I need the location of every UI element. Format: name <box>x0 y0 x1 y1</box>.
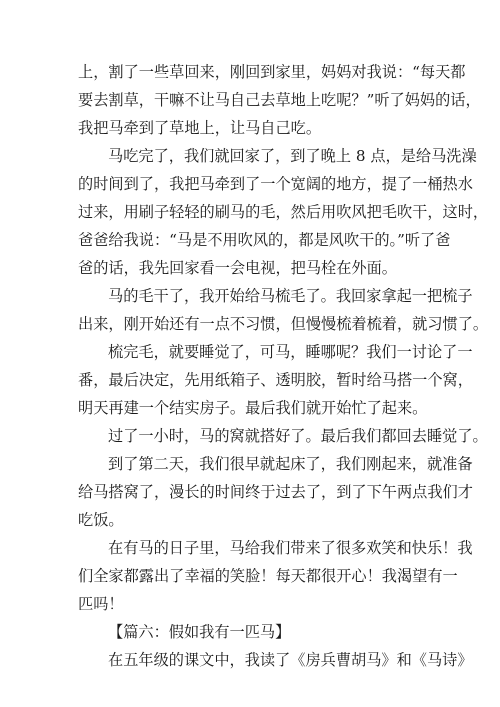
text-line-11: 梳完毛，就要睡觉了，可马，睡哪呢？我们一讨论了一 <box>108 343 473 361</box>
text-line-12: 番，最后决定，先用纸箱子、透明胶，暂时给马搭一个窝， <box>78 371 473 389</box>
text-line-5: 的时间到了，我把马牵到了一个宽阔的地方，提了一桶热水 <box>78 175 473 193</box>
text-line-15: 到了第二天，我们很早就起床了，我们刚起来，就准备 <box>108 455 473 473</box>
section-heading: 【篇六：假如我有一匹马】 <box>108 623 291 641</box>
text-line-1: 上，割了一些草回来，刚回到家里，妈妈对我说：“每天都 <box>78 63 466 81</box>
text-line-18: 在有马的日子里，马给我们带来了很多欢笑和快乐！我 <box>108 539 473 557</box>
text-line-17: 吃饭。 <box>78 511 124 529</box>
text-line-4: 马吃完了，我们就回家了，到了晚上 8 点，是给马洗澡 <box>108 147 477 165</box>
text-line-6: 过来，用刷子轻轻的刷马的毛，然后用吹风把毛吹干，这时， <box>78 203 489 221</box>
text-line-3: 我把马牵到了草地上，让马自己吃。 <box>78 119 321 137</box>
text-line-8: 爸的话，我先回家看一会电视，把马栓在外面。 <box>78 259 397 277</box>
text-line-9: 马的毛干了，我开始给马梳毛了。我回家拿起一把梳子 <box>108 287 473 305</box>
text-line-13: 明天再建一个结实房子。最后我们就开始忙了起来。 <box>78 399 428 417</box>
text-line-22: 在五年级的课文中，我读了《房兵曹胡马》和《马诗》 <box>108 651 473 669</box>
document-page <box>78 58 489 674</box>
text-line-14: 过了一小时，马的窝就搭好了。最后我们都回去睡觉了。 <box>108 427 488 445</box>
text-line-20: 匹吗！ <box>78 595 124 613</box>
text-line-19: 们全家都露出了幸福的笑脸！每天都很开心！我渴望有一 <box>78 567 458 585</box>
text-line-7: 爸爸给我说：“马是不用吹风的，都是风吹干的。”听了爸 <box>78 231 451 249</box>
text-line-2: 要去割草，干嘛不让马自己去草地上吃呢？”听了妈妈的话， <box>78 91 481 109</box>
text-line-16: 给马搭窝了，漫长的时间终于过去了，到了下午两点我们才 <box>78 483 473 501</box>
text-line-10: 出来，刚开始还有一点不习惯，但慢慢梳着梳着，就习惯了。 <box>78 315 489 333</box>
